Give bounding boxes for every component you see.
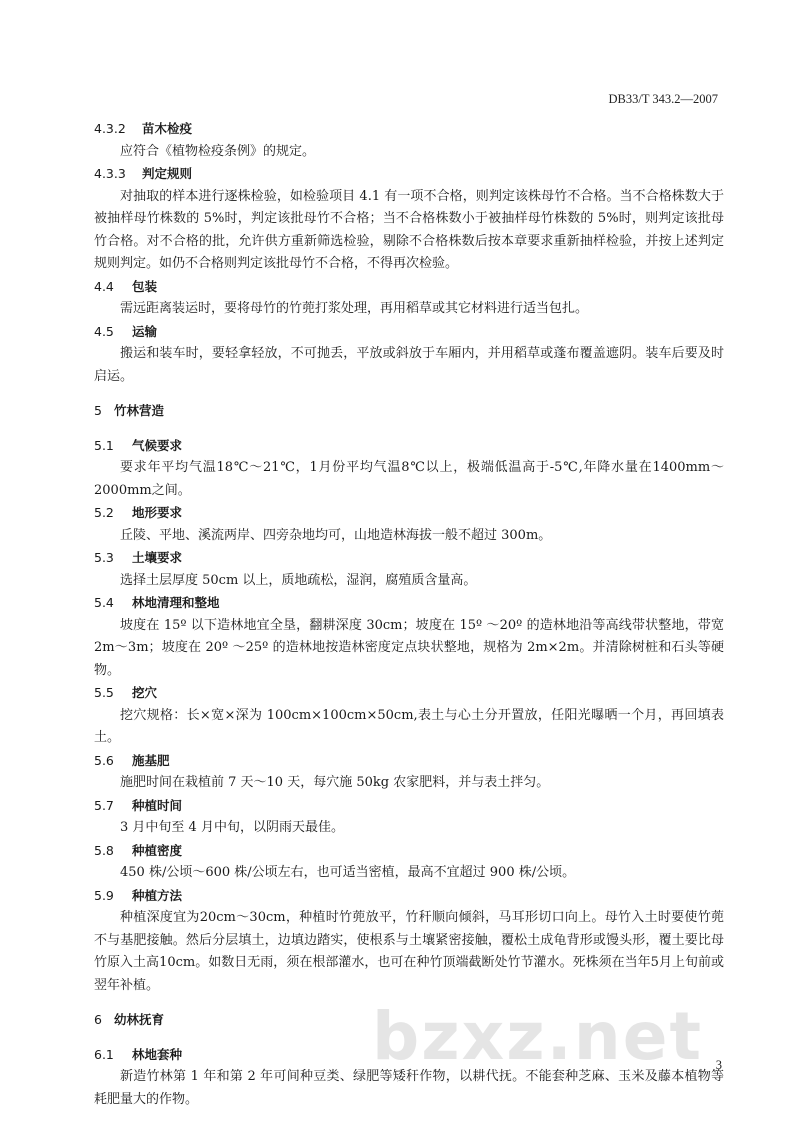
section-heading: 5.8 种植密度: [94, 842, 183, 858]
section-heading: 5.2 地形要求: [94, 505, 183, 520]
paragraph: 坡度在 15º 以下造林地宜全垦，翻耕深度 30cm；坡度在 15º ～20º 的造林地沿等高线带状整地，带宽 2m～3m；坡度在 20º ～25º 的造林地按造林密度定点块状整地，规格为 2m×2m。并清除树桩和石头等硬物。: [94, 617, 724, 678]
section-heading: 5.6 施基肥: [94, 752, 170, 768]
paragraph: 450 株/公顷～600 株/公顷左右，也可适当密植，最高不宜超过 900 株/公顷。: [120, 865, 576, 880]
paragraph: 应符合《植物检疫条例》的规定。: [120, 143, 316, 159]
section-heading: 4.3.2 苗木检疫: [94, 121, 193, 136]
paragraph: 选择土层厚度 50cm 以上，质地疏松，湿润，腐殖质含量高。: [120, 572, 477, 588]
section-heading: 5.7 种植时间: [94, 797, 183, 813]
paragraph: 挖穴规格：长×宽×深为 100cm×100cm×50cm,表土与心土分开置放，任阳光曝晒一个月，再回填表土。: [94, 707, 724, 745]
section-heading: 5.9 种植方法: [94, 887, 183, 903]
page-number: 3: [715, 1058, 722, 1072]
section-heading: 4.5 运输: [94, 323, 158, 339]
section-heading: 5.4 林地清理和整地: [94, 595, 220, 610]
watermark: bzxz.net: [372, 998, 704, 1075]
chapter-heading: 6 幼林抚育: [94, 1012, 165, 1027]
section-heading: 5.5 挖穴: [94, 685, 158, 700]
paragraph: 需远距离装运时，要将母竹的竹蔸打浆处理，再用稻草或其它材料进行适当包扎。: [120, 301, 589, 316]
paragraph: 3 月中旬至 4 月中旬，以阴雨天最佳。: [120, 820, 344, 835]
section-heading: 5.3 土壤要求: [94, 550, 183, 565]
chapter-heading: 5 竹林营造: [94, 403, 165, 418]
document-body: [94, 118, 724, 1111]
paragraph: 丘陵、平地、溪流两岸、四旁杂地均可，山地造林海拔一般不超过 300m。: [120, 527, 552, 543]
standard-code: DB33/T 343.2—2007: [608, 92, 718, 106]
paragraph: 对抽取的样本进行逐株检验，如检验项目 4.1 有一项不合格，则判定该株母竹不合格。当不合格株数大于被抽样母竹株数的 5%时，判定该批母竹不合格；当不合格株数小于被抽样母竹株数的 5%时，则判定该批母竹合格。对不合格的批，允许供方重新筛选检验，剔除不合格株数后按本章要求重新抽样检验，并按上述判定规则判定。如仍不合格则判定该批母竹不合格，不得再次检验。: [94, 188, 724, 271]
paragraph: 新造竹林第 1 年和第 2 年可间种豆类、绿肥等矮秆作物，以耕代抚。不能套种芝麻、玉米及藤本植物等耗肥量大的作物。: [94, 1069, 724, 1107]
paragraph: 搬运和装车时，要轻拿轻放，不可抛丢，平放或斜放于车厢内，并用稻草或蓬布覆盖遮阴。装车后要及时启运。: [94, 346, 724, 384]
section-heading: 4.3.3 判定规则: [94, 166, 193, 181]
paragraph: 施肥时间在栽植前 7 天～10 天，每穴施 50kg 农家肥料，并与表土拌匀。: [120, 775, 550, 790]
section-heading: 5.1 气候要求: [94, 437, 183, 453]
paragraph: 种植深度宜为20cm～30cm，种植时竹蔸放平，竹秆顺向倾斜，马耳形切口向上。母竹入土时要使竹蔸不与基肥接触。然后分层填土，边填边踏实，使根系与土壤紧密接触，覆松土成龟背形或馒头形，覆土要比母竹原入土高10cm。如数日无雨，须在根部灌水，也可在种竹顶端截断处竹节灌水。死株须在当年5月上旬前或翌年补植。: [94, 910, 724, 993]
paragraph: 要求年平均气温18℃～21℃，1月份平均气温8℃以上，极端低温高于-5℃,年降水量在1400mm～2000mm之间。: [94, 460, 724, 498]
section-heading: 6.1 林地套种: [94, 1046, 183, 1062]
section-heading: 4.4 包装: [94, 278, 158, 294]
